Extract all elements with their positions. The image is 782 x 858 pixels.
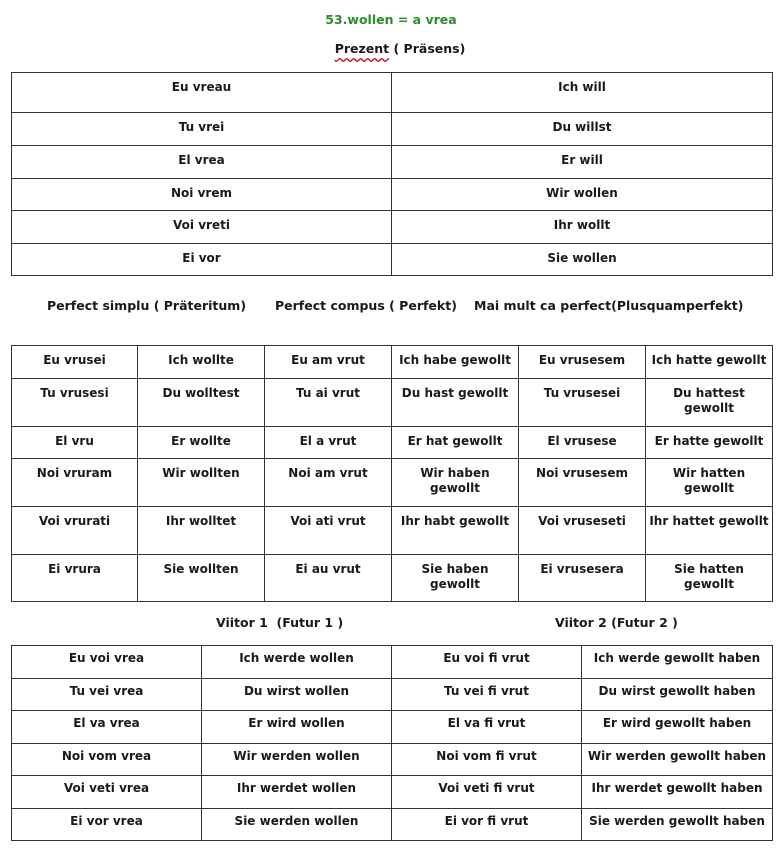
table-row <box>12 179 773 211</box>
table-cell: Noi vrem <box>12 179 392 211</box>
table-cell: Tu vei fi vrut <box>392 679 582 711</box>
table-cell: Ei vor fi vrut <box>392 809 582 841</box>
table-cell: Sie wollen <box>392 244 773 276</box>
table-row <box>12 711 773 744</box>
table-cell: Voi vruseseti <box>519 507 646 555</box>
table-cell: Sie wollten <box>138 555 265 602</box>
table-cell: Er wird gewollt haben <box>582 711 773 744</box>
table-cell: Tu vei vrea <box>12 679 202 711</box>
table-cell: Ich will <box>392 73 773 113</box>
table-cell: Tu ai vrut <box>265 379 392 427</box>
table-cell: Eu voi fi vrut <box>392 646 582 679</box>
table-cell: Ihr wollt <box>392 211 773 244</box>
table-cell: Eu voi vrea <box>12 646 202 679</box>
table-cell: Er hatte gewollt <box>646 427 773 459</box>
table-cell: Tu vrusesi <box>12 379 138 427</box>
plusquamperfekt-heading: Mai mult ca perfect(Plusquamperfekt) <box>474 298 744 313</box>
table-cell: Eu vrusei <box>12 346 138 379</box>
future-tenses-table <box>11 645 773 841</box>
table-cell: El vru <box>12 427 138 459</box>
table-cell: Voi vreti <box>12 211 392 244</box>
table-cell: Eu vrusesem <box>519 346 646 379</box>
table-cell: Ihr werdet gewollt haben <box>582 776 773 809</box>
table-row <box>12 776 773 809</box>
table-cell: Ihr wolltet <box>138 507 265 555</box>
table-cell: Du willst <box>392 113 773 146</box>
table-cell: Eu vreau <box>12 73 392 113</box>
table-row <box>12 507 773 555</box>
table-cell: Sie haben gewollt <box>392 555 519 602</box>
table-cell: Ei vor vrea <box>12 809 202 841</box>
table-cell: Er wollte <box>138 427 265 459</box>
table-cell: El a vrut <box>265 427 392 459</box>
table-cell: Ich habe gewollt <box>392 346 519 379</box>
table-cell: Ei vrusesera <box>519 555 646 602</box>
table-cell: Eu am vrut <box>265 346 392 379</box>
table-cell: Ei vor <box>12 244 392 276</box>
table-cell: Noi vom fi vrut <box>392 744 582 776</box>
prezent-table <box>11 72 773 276</box>
table-cell: Noi vruram <box>12 459 138 507</box>
table-row <box>12 427 773 459</box>
table-cell: Tu vrusesei <box>519 379 646 427</box>
table-cell: Noi vrusesem <box>519 459 646 507</box>
perfect-simplu-heading: Perfect simplu ( Präteritum) <box>47 298 247 313</box>
table-row <box>12 744 773 776</box>
table-cell: Wir werden gewollt haben <box>582 744 773 776</box>
table-cell: Sie hatten gewollt <box>646 555 773 602</box>
table-cell: Ei vrura <box>12 555 138 602</box>
table-row <box>12 555 773 602</box>
table-cell: Du hast gewollt <box>392 379 519 427</box>
table-cell: El va fi vrut <box>392 711 582 744</box>
table-cell: Noi vom vrea <box>12 744 202 776</box>
table-cell: Voi veti fi vrut <box>392 776 582 809</box>
futur2-heading: Viitor 2 (Futur 2 ) <box>555 615 678 630</box>
table-row <box>12 379 773 427</box>
table-cell: Du wirst gewollt haben <box>582 679 773 711</box>
past-tenses-table <box>11 345 773 602</box>
table-cell: Wir werden wollen <box>202 744 392 776</box>
table-cell: Du hattest gewollt <box>646 379 773 427</box>
table-row <box>12 211 773 244</box>
table-row <box>12 646 773 679</box>
futur1-heading: Viitor 1 (Futur 1 ) <box>216 615 344 630</box>
table-row <box>12 809 773 841</box>
prezent-heading: Prezent ( Präsens) <box>334 41 466 56</box>
table-cell: Du wolltest <box>138 379 265 427</box>
table-cell: Wir wollten <box>138 459 265 507</box>
table-cell: Wir hatten gewollt <box>646 459 773 507</box>
table-cell: Ich werde gewollt haben <box>582 646 773 679</box>
table-row <box>12 679 773 711</box>
table-cell: El va vrea <box>12 711 202 744</box>
table-row <box>12 459 773 507</box>
table-cell: Sie werden gewollt haben <box>582 809 773 841</box>
table-cell: Du wirst wollen <box>202 679 392 711</box>
table-cell: Ich hatte gewollt <box>646 346 773 379</box>
table-cell: Ei au vrut <box>265 555 392 602</box>
table-cell: Voi veti vrea <box>12 776 202 809</box>
table-cell: Voi ati vrut <box>265 507 392 555</box>
table-cell: Voi vrurati <box>12 507 138 555</box>
table-row <box>12 113 773 146</box>
table-cell: Wir wollen <box>392 179 773 211</box>
table-cell: Noi am vrut <box>265 459 392 507</box>
table-cell: Er will <box>392 146 773 179</box>
spellcheck-squiggle: Prezent <box>334 41 390 56</box>
table-cell: Ich wollte <box>138 346 265 379</box>
table-cell: Sie werden wollen <box>202 809 392 841</box>
table-cell: Ich werde wollen <box>202 646 392 679</box>
table-cell: Er wird wollen <box>202 711 392 744</box>
table-cell: El vrusese <box>519 427 646 459</box>
page-title: 53.wollen = a vrea <box>325 12 457 27</box>
table-cell: Tu vrei <box>12 113 392 146</box>
table-row <box>12 346 773 379</box>
table-cell: Er hat gewollt <box>392 427 519 459</box>
table-row <box>12 146 773 179</box>
table-row <box>12 73 773 113</box>
table-cell: Ihr hattet gewollt <box>646 507 773 555</box>
perfect-compus-heading: Perfect compus ( Perfekt) <box>275 298 457 313</box>
table-cell: Ihr werdet wollen <box>202 776 392 809</box>
table-cell: Wir haben gewollt <box>392 459 519 507</box>
table-cell: Ihr habt gewollt <box>392 507 519 555</box>
table-row <box>12 244 773 276</box>
table-cell: El vrea <box>12 146 392 179</box>
